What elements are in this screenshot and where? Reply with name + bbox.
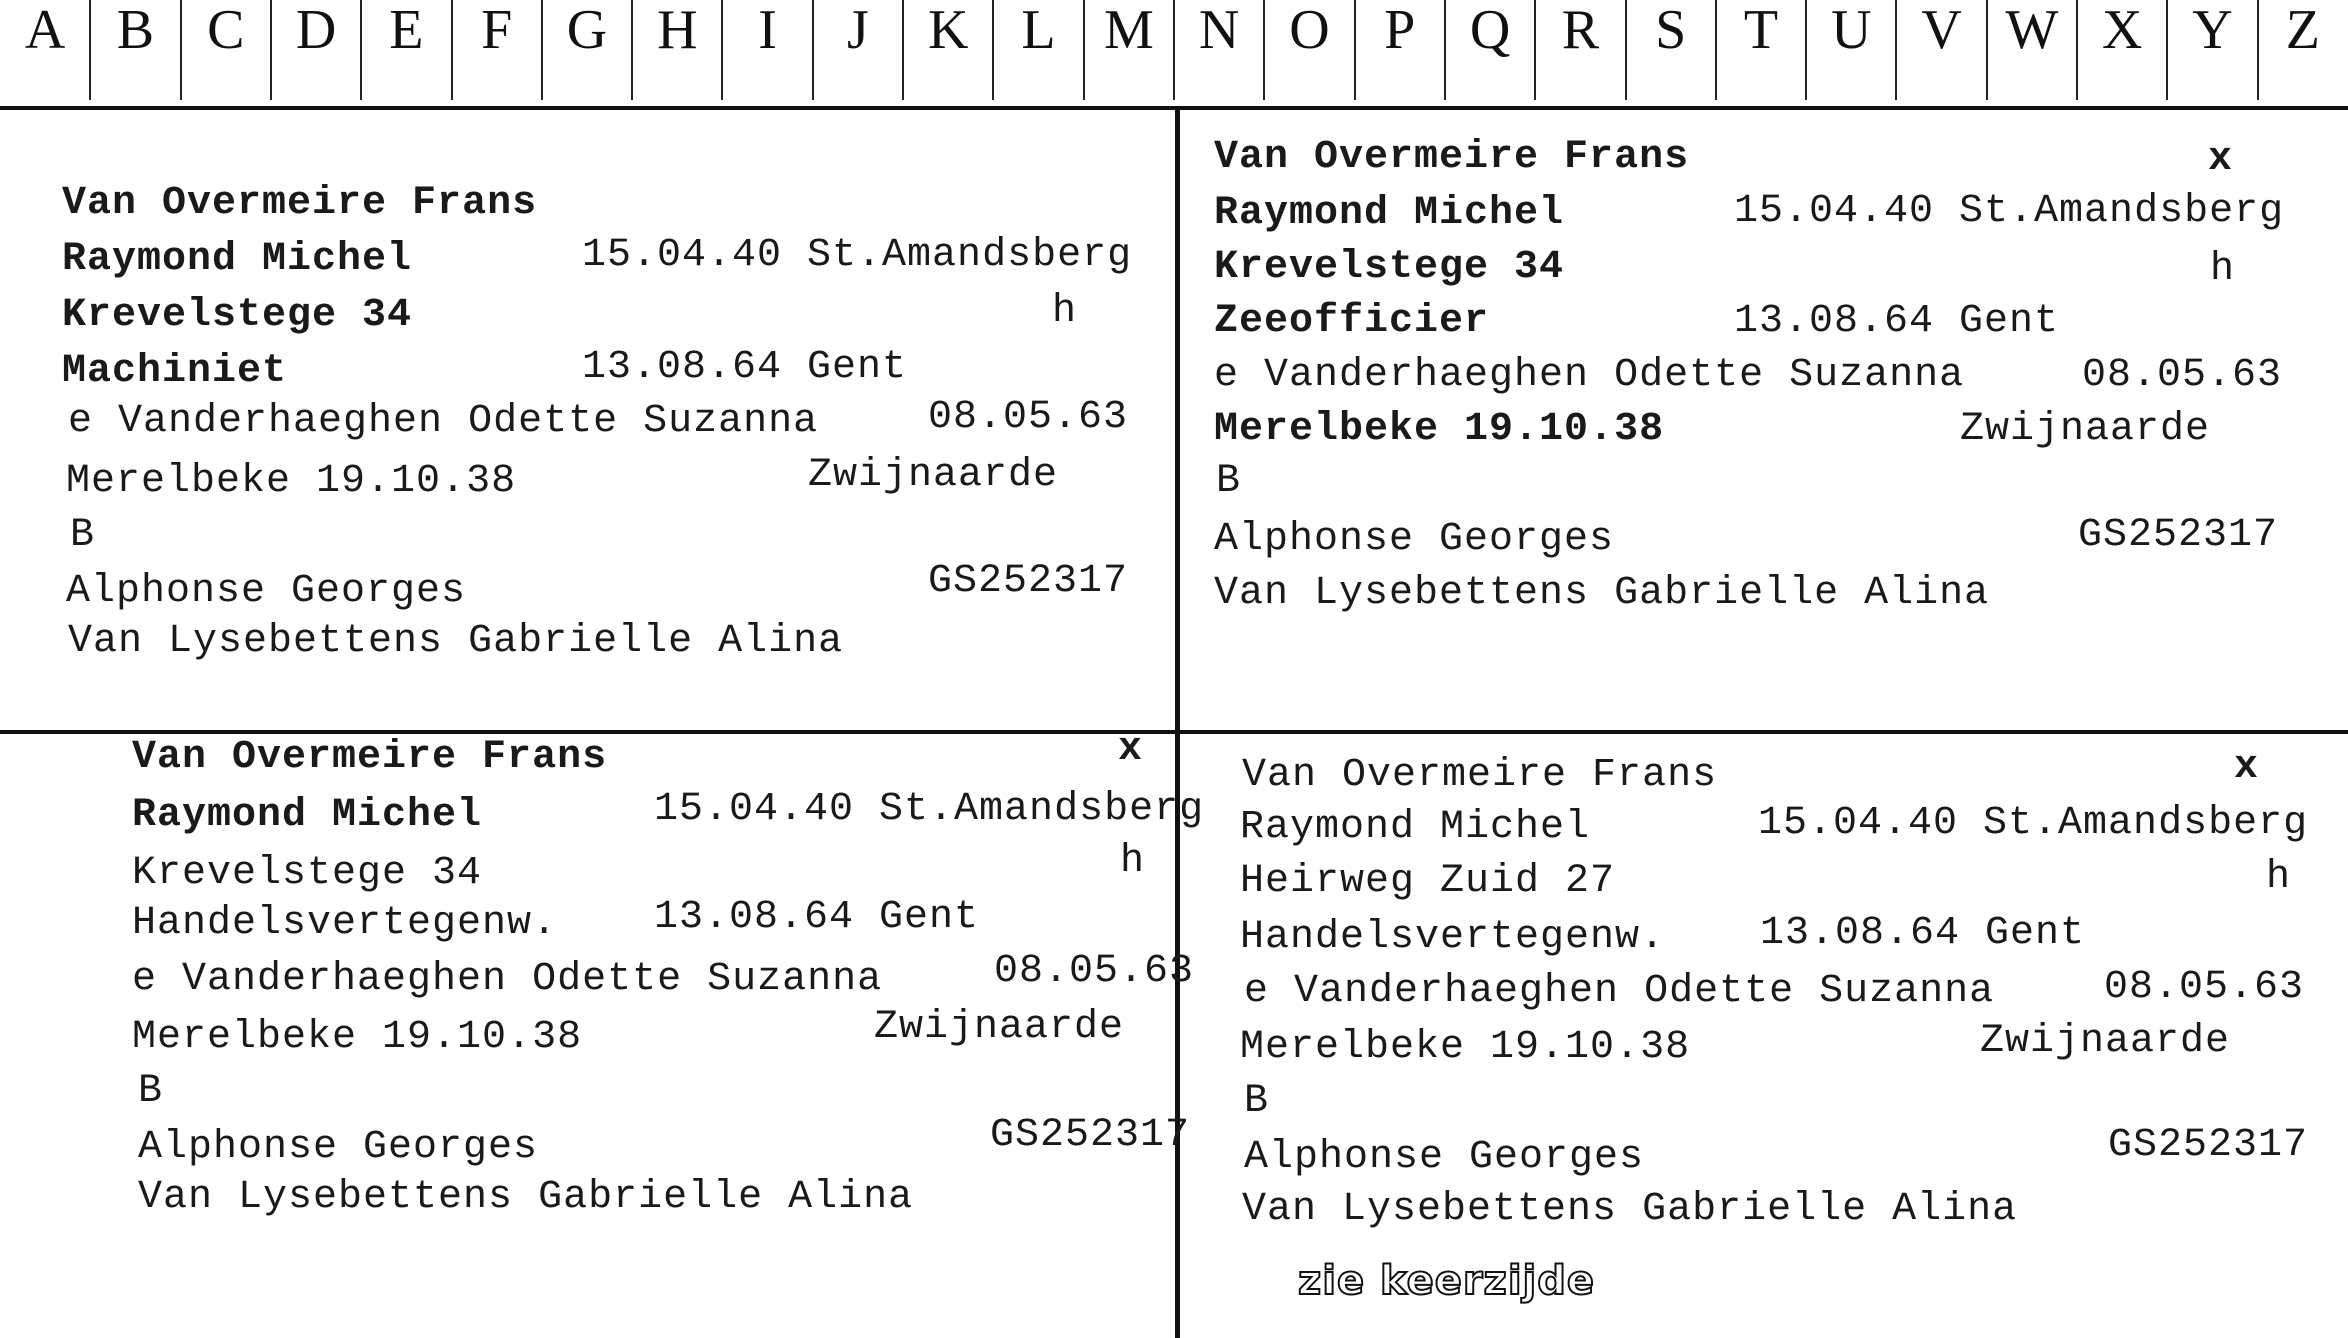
- marriage-date: 08.05.63: [994, 949, 1195, 994]
- index-divider: [360, 0, 362, 100]
- index-divider: [812, 0, 814, 100]
- index-letter-z: Z: [2285, 0, 2320, 61]
- date-place: 13.08.64 Gent: [1760, 911, 2086, 956]
- spouse-birth: Merelbeke 19.10.38: [1240, 1025, 1691, 1070]
- sex-mark: h: [2266, 855, 2292, 900]
- alphabet-index: [0, 0, 2348, 110]
- index-letter-d: D: [295, 0, 337, 61]
- index-letter-p: P: [1384, 0, 1416, 61]
- mother: Van Lysebettens Gabrielle Alina: [1242, 1187, 2018, 1232]
- x-mark: x: [2208, 137, 2234, 182]
- stamp-see-reverse: zie keerzijde: [1298, 1258, 1596, 1304]
- mother: Van Lysebettens Gabrielle Alina: [1214, 571, 1990, 616]
- sex-mark: h: [2210, 247, 2236, 292]
- spouse: e Vanderhaeghen Odette Suzanna: [1244, 969, 1995, 1014]
- id-number: GS252317: [990, 1113, 1191, 1158]
- date-place: 13.08.64 Gent: [654, 895, 980, 940]
- surname: Van Overmeire Frans: [132, 735, 608, 780]
- index-divider: [1173, 0, 1175, 100]
- card-bottom-right: [1180, 734, 2348, 1338]
- x-mark: x: [1118, 727, 1144, 772]
- index-divider: [1083, 0, 1085, 100]
- index-divider: [2076, 0, 2078, 100]
- marriage-date: 08.05.63: [2104, 965, 2305, 1010]
- index-divider: [1444, 0, 1446, 100]
- surname: Van Overmeire Frans: [62, 181, 538, 226]
- index-divider: [451, 0, 453, 100]
- occupation: Handelsvertegenw.: [132, 901, 558, 946]
- status: B: [1216, 459, 1242, 504]
- father: Alphonse Georges: [1244, 1135, 1645, 1180]
- birth: 15.04.40 St.Amandsberg: [582, 233, 1133, 278]
- index-letter-c: C: [207, 0, 245, 61]
- index-letter-w: W: [2005, 0, 2059, 61]
- sex-mark: h: [1052, 289, 1078, 334]
- index-letter-k: K: [927, 0, 969, 61]
- status: B: [70, 513, 96, 558]
- date-place: 13.08.64 Gent: [582, 345, 908, 390]
- status: B: [138, 1069, 164, 1114]
- index-letter-v: V: [1921, 0, 1962, 61]
- index-divider: [1895, 0, 1897, 100]
- index-letter-n: N: [1198, 0, 1240, 61]
- spouse: e Vanderhaeghen Odette Suzanna: [68, 399, 819, 444]
- index-letter-s: S: [1655, 0, 1687, 61]
- index-letter-y: Y: [2192, 0, 2233, 61]
- given-names: Raymond Michel: [1240, 805, 1591, 850]
- status: B: [1244, 1079, 1270, 1124]
- index-divider: [89, 0, 91, 100]
- spouse-birth: Merelbeke 19.10.38: [132, 1015, 583, 1060]
- id-number: GS252317: [2108, 1123, 2309, 1168]
- father: Alphonse Georges: [66, 569, 467, 614]
- index-divider: [180, 0, 182, 100]
- index-letter-h: H: [657, 0, 698, 61]
- index-divider: [2166, 0, 2168, 100]
- given-names: Raymond Michel: [62, 237, 413, 282]
- spouse-birth: Merelbeke 19.10.38: [66, 459, 517, 504]
- index-divider: [1625, 0, 1627, 100]
- father: Alphonse Georges: [1214, 517, 1615, 562]
- index-divider: [721, 0, 723, 100]
- index-divider: [541, 0, 543, 100]
- index-letter-b: B: [116, 0, 155, 61]
- index-letter-l: L: [1021, 0, 1056, 61]
- spouse-birth: Merelbeke 19.10.38: [1214, 407, 1665, 452]
- index-letter-m: M: [1103, 0, 1154, 61]
- card-top-right: [1180, 108, 2348, 728]
- marriage-date: 08.05.63: [2082, 353, 2283, 398]
- id-number: GS252317: [2078, 513, 2279, 558]
- index-letter-j: J: [847, 0, 869, 61]
- occupation: Machiniet: [62, 349, 288, 394]
- index-letter-u: U: [1831, 0, 1872, 61]
- sex-mark: h: [1120, 839, 1146, 884]
- date-place: 13.08.64 Gent: [1734, 299, 2060, 344]
- occupation: Handelsvertegenw.: [1240, 915, 1666, 960]
- index-letter-f: F: [481, 0, 513, 61]
- index-divider: [1805, 0, 1807, 100]
- mother: Van Lysebettens Gabrielle Alina: [68, 619, 844, 664]
- birth: 15.04.40 St.Amandsberg: [654, 787, 1205, 832]
- place: Zwijnaarde: [1980, 1019, 2231, 1064]
- birth: 15.04.40 St.Amandsberg: [1758, 801, 2309, 846]
- surname: Van Overmeire Frans: [1242, 753, 1718, 798]
- index-letter-g: G: [566, 0, 608, 61]
- index-divider: [1715, 0, 1717, 100]
- address: Krevelstege 34: [132, 851, 483, 896]
- index-divider: [270, 0, 272, 100]
- index-divider: [1354, 0, 1356, 100]
- index-letter-o: O: [1289, 0, 1330, 61]
- address: Heirweg Zuid 27: [1240, 859, 1616, 904]
- given-names: Raymond Michel: [132, 793, 483, 838]
- address: Krevelstege 34: [1214, 245, 1565, 290]
- x-mark: x: [2234, 745, 2260, 790]
- mother: Van Lysebettens Gabrielle Alina: [138, 1175, 914, 1220]
- index-letter-a: A: [24, 0, 66, 61]
- birth: 15.04.40 St.Amandsberg: [1734, 189, 2285, 234]
- spouse: e Vanderhaeghen Odette Suzanna: [132, 957, 883, 1002]
- index-divider: [1986, 0, 1988, 100]
- index-letter-q: Q: [1469, 0, 1511, 61]
- card-bottom-left: [0, 727, 1205, 1338]
- index-letter-t: T: [1743, 0, 1779, 61]
- place: Zwijnaarde: [1960, 407, 2211, 452]
- index-divider: [631, 0, 633, 100]
- place: Zwijnaarde: [808, 453, 1059, 498]
- index-divider: [1263, 0, 1265, 100]
- id-number: GS252317: [928, 559, 1129, 604]
- index-letter-x: X: [2101, 0, 2143, 61]
- spouse: e Vanderhaeghen Odette Suzanna: [1214, 353, 1965, 398]
- card-top-left: [0, 108, 1175, 728]
- index-letter-i: I: [758, 0, 777, 61]
- father: Alphonse Georges: [138, 1125, 539, 1170]
- index-letter-r: R: [1561, 0, 1600, 61]
- index-divider: [2257, 0, 2259, 100]
- marriage-date: 08.05.63: [928, 395, 1129, 440]
- place: Zwijnaarde: [874, 1005, 1125, 1050]
- address: Krevelstege 34: [62, 293, 413, 338]
- occupation: Zeeofficier: [1214, 299, 1490, 344]
- index-letter-e: E: [389, 0, 424, 61]
- index-divider: [902, 0, 904, 100]
- index-divider: [1534, 0, 1536, 100]
- surname: Van Overmeire Frans: [1214, 135, 1690, 180]
- given-names: Raymond Michel: [1214, 191, 1565, 236]
- index-divider: [992, 0, 994, 100]
